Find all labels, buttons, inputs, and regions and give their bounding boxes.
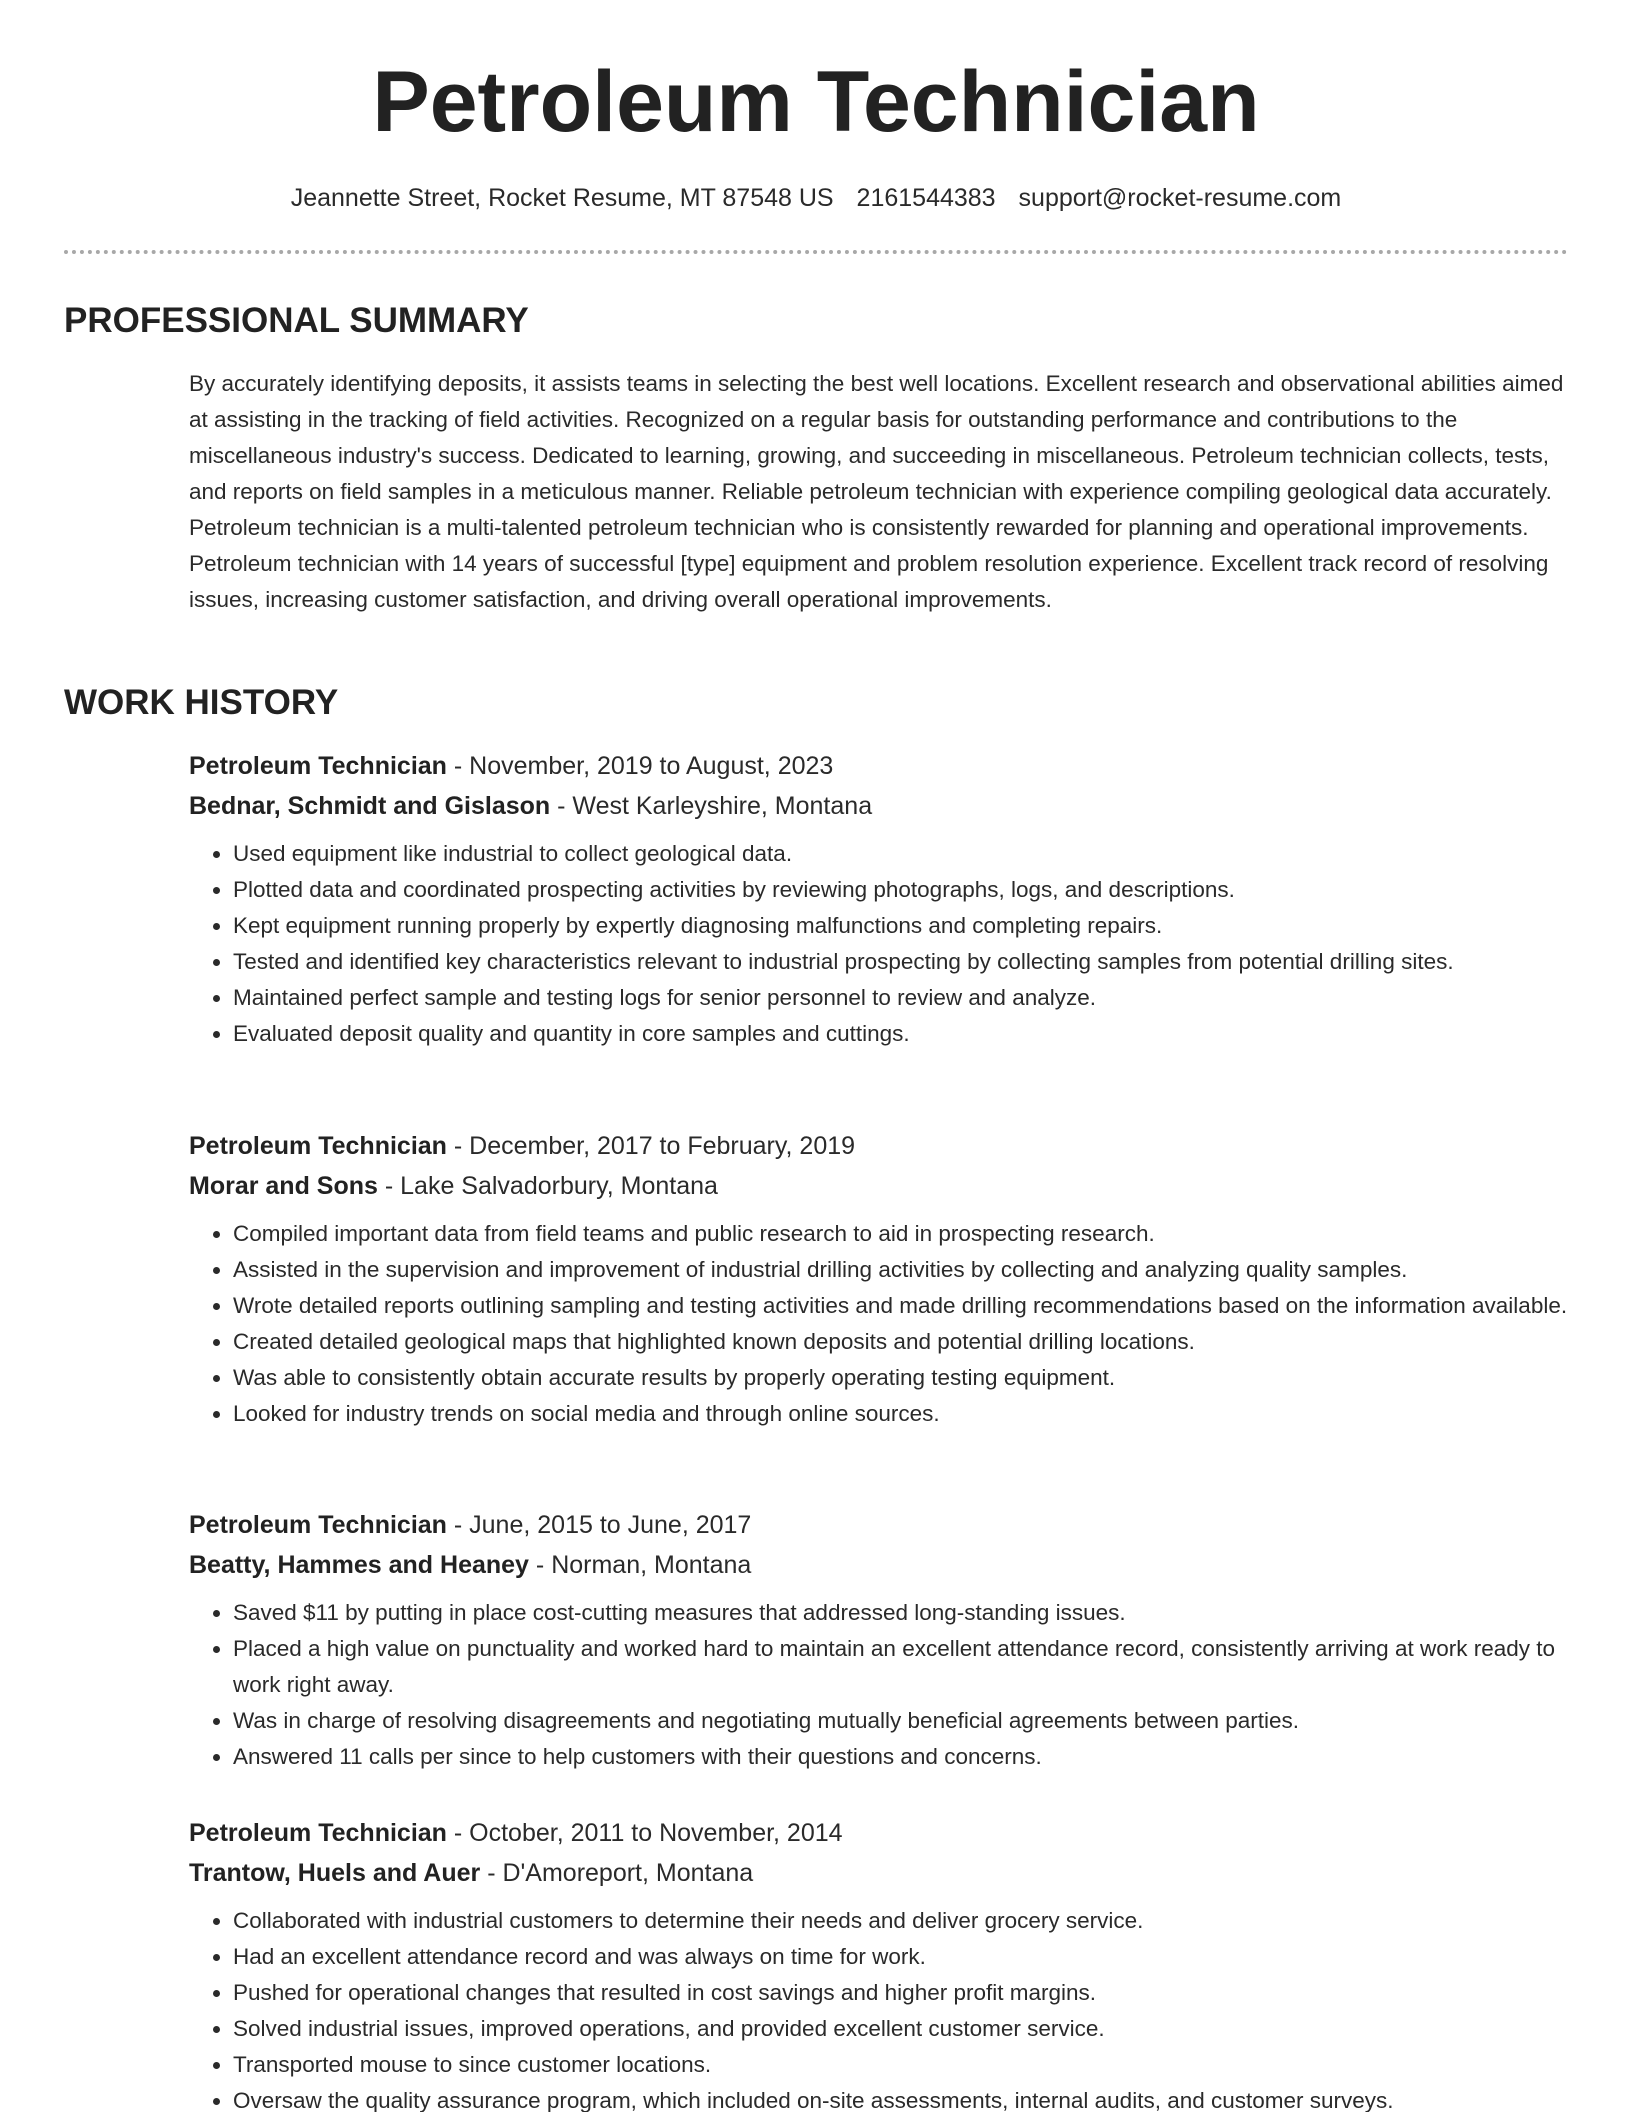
job-title-line: Petroleum Technician - December, 2017 to February, 2019 [189, 1132, 856, 1160]
job-location: West Karleyshire, Montana [572, 792, 873, 820]
job-entry [189, 746, 1569, 1052]
job-company: Bednar, Schmidt and Gislason [189, 792, 551, 820]
job-company: Beatty, Hammes and Heaney [189, 1551, 529, 1579]
job-company-line: Beatty, Hammes and Heaney - Norman, Montana [189, 1551, 752, 1579]
job-title-line: Petroleum Technician - November, 2019 to August, 2023 [189, 752, 834, 780]
job-bullet: • Kept equipment running properly by expertly diagnosing malfunctions and completing repairs. [233, 908, 1569, 944]
job-bullet: • Transported mouse to since customer locations. [233, 2047, 1569, 2083]
job-bullet: • Used equipment like industrial to collect geological data. [233, 836, 1569, 872]
job-dates: December, 2017 to February, 2019 [469, 1132, 856, 1160]
job-bullet: • Tested and identified key characteristics relevant to industrial prospecting by collecting samples from potential drilling sites. [233, 944, 1569, 980]
job-location: D'Amoreport, Montana [502, 1859, 754, 1887]
job-bullet: • Answered 11 calls per since to help customers with their questions and concerns. [233, 1739, 1569, 1775]
contact-email: support@rocket-resume.com [1018, 184, 1342, 212]
summary-heading: PROFESSIONAL SUMMARY [64, 301, 529, 340]
job-bullet: • Plotted data and coordinated prospecting activities by reviewing photographs, logs, and descriptions. [233, 872, 1569, 908]
contact-address: Jeannette Street, Rocket Resume, MT 87548 US [290, 184, 834, 212]
job-title-line: Petroleum Technician - October, 2011 to November, 2014 [189, 1819, 843, 1847]
contact-phone: 2161544383 [856, 184, 996, 212]
job-bullet: • Maintained perfect sample and testing logs for senior personnel to review and analyze. [233, 980, 1569, 1016]
job-company-line: Bednar, Schmidt and Gislason - West Karleyshire, Montana [189, 792, 873, 820]
job-bullet: • Saved $11 by putting in place cost-cutting measures that addressed long-standing issues. [233, 1595, 1569, 1631]
job-location: Norman, Montana [551, 1551, 752, 1579]
job-bullet: • Looked for industry trends on social media and through online sources. [233, 1396, 1569, 1432]
job-title: Petroleum Technician [189, 1511, 447, 1539]
job-entry [189, 1505, 1569, 1775]
job-dates: June, 2015 to June, 2017 [469, 1511, 752, 1539]
job-company-line: Trantow, Huels and Auer - D'Amoreport, Montana [189, 1859, 754, 1887]
work-history-heading: WORK HISTORY [64, 683, 339, 722]
job-company-line: Morar and Sons - Lake Salvadorbury, Montana [189, 1172, 718, 1200]
job-bullets [189, 1216, 1569, 1432]
job-bullet: • Collaborated with industrial customers to determine their needs and deliver grocery service. [233, 1903, 1569, 1939]
job-dates: October, 2011 to November, 2014 [469, 1819, 843, 1847]
job-bullet: • Pushed for operational changes that resulted in cost savings and higher profit margins. [233, 1975, 1569, 2011]
job-bullet: • Created detailed geological maps that highlighted known deposits and potential drilling locations. [233, 1324, 1569, 1360]
job-title: Petroleum Technician [189, 752, 447, 780]
job-bullet: • Was in charge of resolving disagreements and negotiating mutually beneficial agreements between parties. [233, 1703, 1569, 1739]
contact-line [0, 180, 1632, 216]
job-bullet: • Oversaw the quality assurance program, which included on-site assessments, internal audits, and customer surveys. [233, 2083, 1569, 2112]
job-bullets [189, 1595, 1569, 1775]
summary-text: By accurately identifying deposits, it assists teams in selecting the best well locations. Excellent research and observational abilities aimed at assisting in the tracking of field activities. Recognized on a regular basis for outstanding performance and contributions to the miscellaneous industry's success. Dedicated to learning, growing, and succeeding in miscellaneous. Petroleum technician collects, tests, and reports on field samples in a meticulous manner. Reliable petroleum technician with experience compiling geological data accurately. Petroleum technician is a multi-talented petroleum technician who is consistently rewarded for planning and operational improvements. Petroleum technician with 14 years of successful [type] equipment and problem resolution experience. Excellent track record of resolving issues, increasing customer satisfaction, and driving overall operational improvements. [189, 371, 1564, 612]
job-bullet: • Wrote detailed reports outlining sampling and testing activities and made drilling recommendations based on the information available. [233, 1288, 1569, 1324]
job-bullet: • Placed a high value on punctuality and worked hard to maintain an excellent attendance record, consistently arriving at work ready to work right away. [233, 1631, 1569, 1703]
job-bullet: • Was able to consistently obtain accurate results by properly operating testing equipment. [233, 1360, 1569, 1396]
job-title: Petroleum Technician [189, 1132, 447, 1160]
job-company: Morar and Sons [189, 1172, 378, 1200]
job-bullet: • Solved industrial issues, improved operations, and provided excellent customer service. [233, 2011, 1569, 2047]
job-bullets [189, 1903, 1569, 2112]
job-title-line: Petroleum Technician - June, 2015 to June, 2017 [189, 1511, 752, 1539]
job-dates: November, 2019 to August, 2023 [469, 752, 834, 780]
job-entry [189, 1126, 1569, 1432]
job-bullets [189, 836, 1569, 1052]
resume-name: Petroleum Technician [372, 54, 1260, 150]
job-bullet: • Had an excellent attendance record and was always on time for work. [233, 1939, 1569, 1975]
job-bullet: • Evaluated deposit quality and quantity in core samples and cuttings. [233, 1016, 1569, 1052]
job-company: Trantow, Huels and Auer [189, 1859, 481, 1887]
job-title: Petroleum Technician [189, 1819, 447, 1847]
job-bullet: • Assisted in the supervision and improvement of industrial drilling activities by collecting and analyzing quality samples. [233, 1252, 1569, 1288]
header-divider [64, 250, 1568, 254]
job-location: Lake Salvadorbury, Montana [400, 1172, 718, 1200]
job-bullet: • Compiled important data from field teams and public research to aid in prospecting research. [233, 1216, 1569, 1252]
job-entry [189, 1813, 1569, 2112]
